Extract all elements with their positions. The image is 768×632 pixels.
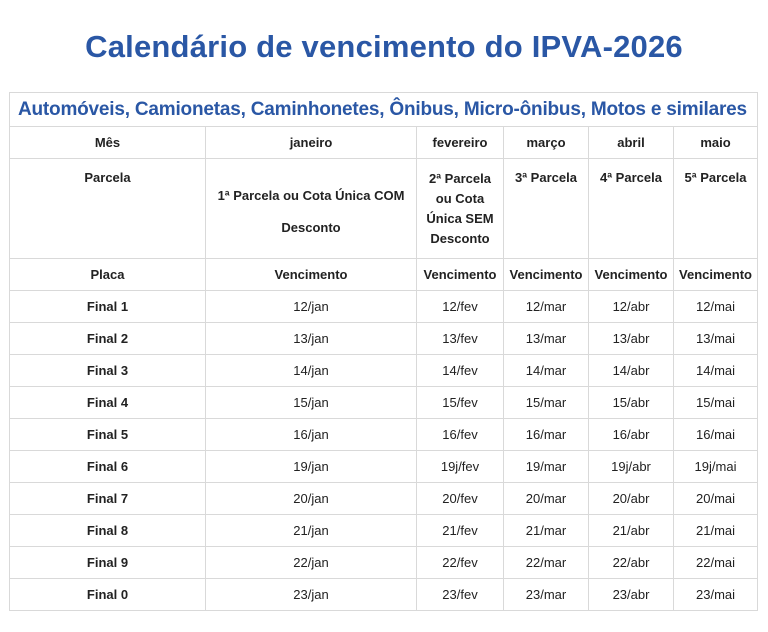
table-row	[10, 323, 758, 355]
parcela-row	[10, 159, 758, 259]
parcela-header: 1ª Parcela ou Cota Única COM Desconto	[206, 159, 417, 259]
due-date: 21/fev	[417, 515, 504, 547]
vencimento-header: Vencimento	[206, 259, 417, 291]
caption-row	[10, 93, 758, 127]
ipva-calendar-table	[9, 92, 758, 611]
due-date: 19/jan	[206, 451, 417, 483]
vencimento-header: Vencimento	[589, 259, 674, 291]
table-row	[10, 291, 758, 323]
table-row	[10, 483, 758, 515]
due-date: 20/jan	[206, 483, 417, 515]
due-date: 22/jan	[206, 547, 417, 579]
page-title: Calendário de vencimento do IPVA-2026	[85, 28, 683, 64]
table-row	[10, 515, 758, 547]
due-date: 15/abr	[589, 387, 674, 419]
due-date: 12/mai	[674, 291, 758, 323]
month-header: maio	[674, 127, 758, 159]
due-date: 20/mar	[504, 483, 589, 515]
parcela-header: 3ª Parcela	[504, 159, 589, 259]
due-date: 23/mai	[674, 579, 758, 611]
due-date: 16/mar	[504, 419, 589, 451]
due-date: 19j/fev	[417, 451, 504, 483]
due-date: 14/mai	[674, 355, 758, 387]
parcela-header: 2ª Parcela ou Cota Única SEM Desconto	[417, 159, 504, 259]
plate-final: Final 2	[10, 323, 206, 355]
due-date: 15/mar	[504, 387, 589, 419]
month-header-row	[10, 127, 758, 159]
due-date: 14/fev	[417, 355, 504, 387]
due-date: 14/mar	[504, 355, 589, 387]
due-date: 19j/abr	[589, 451, 674, 483]
parcela-label: Parcela	[10, 159, 206, 259]
due-date: 16/jan	[206, 419, 417, 451]
due-date: 13/mai	[674, 323, 758, 355]
due-date: 19j/mai	[674, 451, 758, 483]
plate-final: Final 1	[10, 291, 206, 323]
due-date: 15/fev	[417, 387, 504, 419]
plate-final: Final 3	[10, 355, 206, 387]
table-row	[10, 387, 758, 419]
table-row	[10, 547, 758, 579]
plate-final: Final 5	[10, 419, 206, 451]
parcela-header: 4ª Parcela	[589, 159, 674, 259]
due-date: 23/fev	[417, 579, 504, 611]
due-date: 15/mai	[674, 387, 758, 419]
vencimento-header: Vencimento	[674, 259, 758, 291]
due-date: 22/mar	[504, 547, 589, 579]
due-date: 20/mai	[674, 483, 758, 515]
parcela-header: 5ª Parcela	[674, 159, 758, 259]
due-date: 22/mai	[674, 547, 758, 579]
due-date: 16/abr	[589, 419, 674, 451]
due-date: 16/fev	[417, 419, 504, 451]
table-row	[10, 355, 758, 387]
due-date: 13/fev	[417, 323, 504, 355]
table-row	[10, 419, 758, 451]
month-header: fevereiro	[417, 127, 504, 159]
due-date: 22/abr	[589, 547, 674, 579]
due-date: 12/abr	[589, 291, 674, 323]
due-date: 23/jan	[206, 579, 417, 611]
due-date: 23/abr	[589, 579, 674, 611]
vencimento-header: Vencimento	[417, 259, 504, 291]
due-date: 16/mai	[674, 419, 758, 451]
plate-final: Final 9	[10, 547, 206, 579]
month-header: março	[504, 127, 589, 159]
plate-final: Final 8	[10, 515, 206, 547]
table-caption: Automóveis, Camionetas, Caminhonetes, Ônibus, Micro-ônibus, Motos e similares	[10, 93, 758, 127]
due-date: 21/abr	[589, 515, 674, 547]
vencimento-header: Vencimento	[504, 259, 589, 291]
due-date: 12/fev	[417, 291, 504, 323]
due-date: 13/jan	[206, 323, 417, 355]
due-date: 15/jan	[206, 387, 417, 419]
due-date: 22/fev	[417, 547, 504, 579]
month-header: abril	[589, 127, 674, 159]
placa-header-row	[10, 259, 758, 291]
plate-final: Final 4	[10, 387, 206, 419]
due-date: 21/mar	[504, 515, 589, 547]
plate-final: Final 0	[10, 579, 206, 611]
table-row	[10, 451, 758, 483]
due-date: 13/abr	[589, 323, 674, 355]
due-date: 21/mai	[674, 515, 758, 547]
due-date: 12/jan	[206, 291, 417, 323]
month-header: janeiro	[206, 127, 417, 159]
plate-final: Final 7	[10, 483, 206, 515]
table-row	[10, 579, 758, 611]
plate-final: Final 6	[10, 451, 206, 483]
due-date: 14/abr	[589, 355, 674, 387]
due-date: 14/jan	[206, 355, 417, 387]
due-date: 13/mar	[504, 323, 589, 355]
due-date: 21/jan	[206, 515, 417, 547]
due-date: 20/abr	[589, 483, 674, 515]
due-date: 12/mar	[504, 291, 589, 323]
placa-label: Placa	[10, 259, 206, 291]
due-date: 20/fev	[417, 483, 504, 515]
mes-label: Mês	[10, 127, 206, 159]
due-date: 23/mar	[504, 579, 589, 611]
due-date: 19/mar	[504, 451, 589, 483]
